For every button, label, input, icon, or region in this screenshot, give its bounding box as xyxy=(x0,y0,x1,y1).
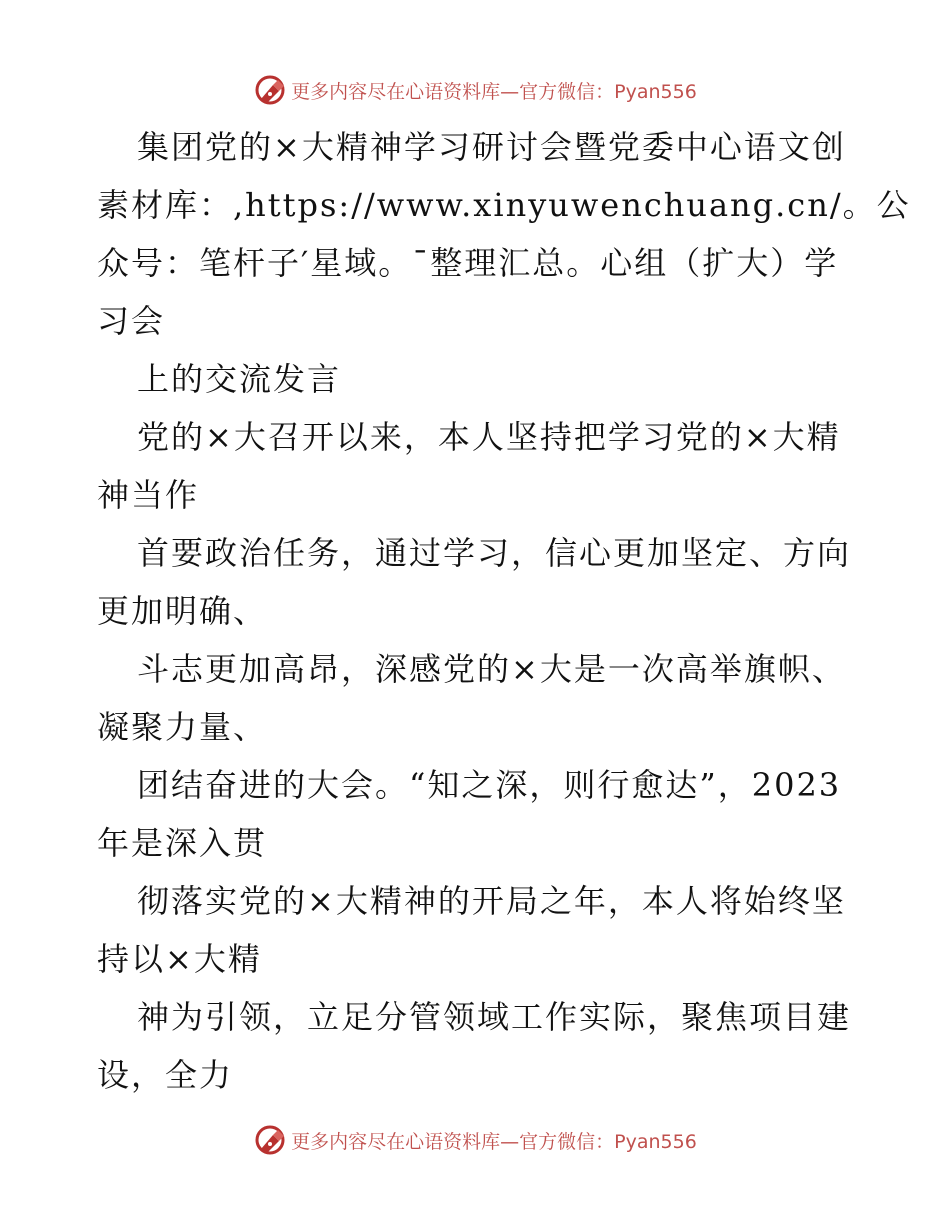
text-line: 神为引领，立足分管领域工作实际，聚焦项目建 xyxy=(137,998,852,1036)
text-line: 党的×大召开以来，本人坚持把学习党的×大精 xyxy=(137,418,841,456)
text-line: 斗志更加高昂，深感党的×大是一次高举旗帜、 xyxy=(137,650,846,688)
header-banner xyxy=(0,70,950,110)
text-line: 首要政治任务，通过学习，信心更加坚定、方向 xyxy=(137,534,852,572)
footer-banner xyxy=(0,1120,950,1160)
text-line: 凝聚力量、 xyxy=(97,708,268,746)
pen-nib-logo-icon xyxy=(253,1123,287,1157)
banner-text: 更多内容尽在心语资料库—官方微信：Pyan556 xyxy=(291,80,697,103)
document-body xyxy=(97,118,911,1104)
text-line: 持以×大精 xyxy=(97,940,262,978)
text-line: 更加明确、 xyxy=(97,592,268,630)
pen-nib-logo-icon xyxy=(253,73,287,107)
text-line: 上的交流发言 xyxy=(137,360,342,398)
text-line: 习会 xyxy=(97,302,166,340)
text-line: 彻落实党的×大精神的开局之年，本人将始终坚 xyxy=(137,882,846,920)
text-line: 设，全力 xyxy=(97,1056,234,1094)
text-line: 团结奋进的大会。“知之深，则行愈达”，2023 xyxy=(137,766,842,804)
text-line: 素材库：,https://www.xinyuwenchuang.cn/。公 xyxy=(97,186,911,224)
text-line: 众号：笔杆子′星域。¯整理汇总。心组（扩大）学 xyxy=(97,244,839,282)
text-line: 集团党的×大精神学习研讨会暨党委中心语文创 xyxy=(137,128,846,166)
text-line: 年是深入贯 xyxy=(97,824,268,862)
text-line: 神当作 xyxy=(97,476,200,514)
banner-text: 更多内容尽在心语资料库—官方微信：Pyan556 xyxy=(291,1130,697,1153)
